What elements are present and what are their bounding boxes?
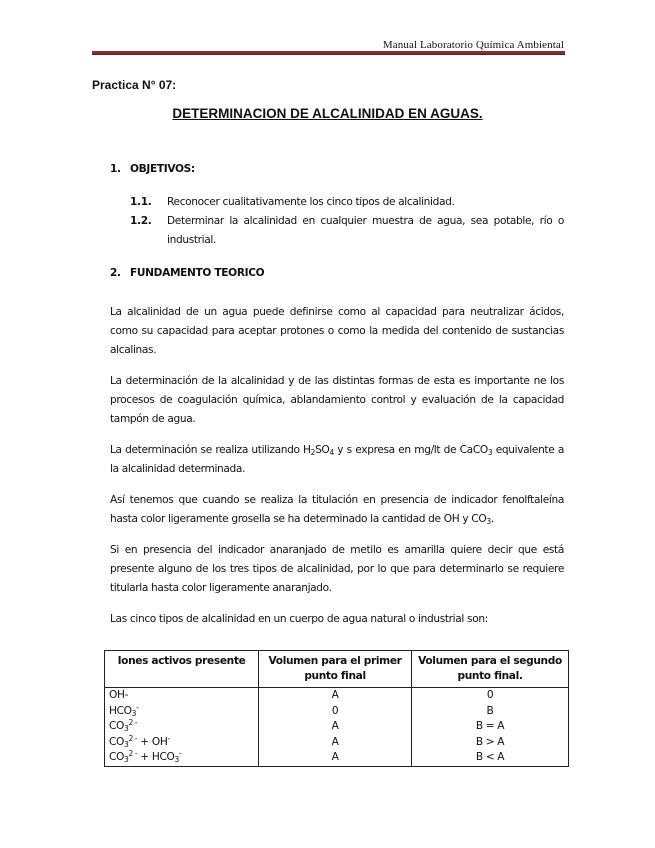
second-volume-cell: B — [412, 704, 569, 720]
objective-item — [130, 193, 564, 212]
text-run: Así tenemos que cuando se realiza la titulación en presencia de indicador fenolftaleína hasta color ligeramente grosella se ha determinado la cantidad de OH y CO — [110, 494, 564, 525]
ion-cell — [105, 750, 259, 766]
page-title: DETERMINACION DE ALCALINIDAD EN AGUAS. — [172, 106, 483, 121]
alkalinity-table — [104, 650, 569, 767]
theory-paragraph-6: Las cinco tipos de alcalinidad en un cuerpo de agua natural o industrial son: — [110, 613, 488, 625]
objective-text: Reconocer cualitativamente los cinco tipos de alcalinidad. — [167, 196, 455, 208]
subscript: 3 — [174, 755, 179, 764]
theory-paragraph-3 — [110, 441, 564, 479]
superscript: - — [136, 702, 139, 712]
theory-paragraph-4 — [110, 491, 564, 529]
practice-number: Practica N° 07: — [92, 78, 177, 92]
text-run: equivalente a la alcalinidad determinada. — [110, 444, 564, 475]
subscript: 3 — [486, 517, 491, 526]
table-row — [105, 704, 569, 720]
ion-cell — [105, 704, 259, 720]
column-header: Volumen para el primer punto final — [259, 651, 412, 688]
subscript: 3 — [124, 724, 129, 733]
superscript: - — [178, 749, 182, 758]
ion-text: + OH — [137, 735, 168, 748]
text-run: y s expresa en mg/lt de CaCO — [333, 444, 488, 456]
objectives-heading — [110, 160, 564, 179]
first-volume-cell: A — [259, 750, 412, 766]
ion-text: + HCO — [137, 751, 175, 763]
ion-text: HCO — [109, 704, 132, 717]
objective-item — [130, 212, 564, 250]
superscript: - — [167, 733, 170, 743]
text-run: La determinación se realiza utilizando H — [110, 444, 311, 456]
column-header: Volumen para el segundo punto final. — [412, 651, 569, 688]
first-volume-cell: A — [259, 735, 412, 751]
section-number: 1. — [110, 163, 121, 175]
objectives-list — [130, 193, 564, 250]
table-row — [105, 688, 569, 704]
theory-heading — [110, 264, 564, 283]
first-volume-cell: A — [259, 688, 412, 704]
objective-number: 1.2. — [130, 215, 152, 227]
ion-text: CO — [109, 720, 125, 732]
table-row — [105, 719, 569, 735]
section-number: 2. — [110, 267, 121, 279]
ion-cell — [105, 735, 259, 751]
superscript: 2 - — [128, 749, 138, 758]
table-row — [105, 735, 569, 751]
ion-text: OH- — [109, 689, 129, 701]
ion-cell — [105, 719, 259, 735]
text-run: SO — [315, 444, 330, 456]
theory-paragraph-5: Si en presencia del indicador anaranjado de metilo es amarilla quiere decir que está presente alguno de los tres tipos de alcalinidad, por lo que para determinarlo se requiere titularla hasta color ligeramente anaranjado. — [110, 544, 564, 594]
second-volume-cell: B < A — [412, 750, 569, 766]
table-row — [105, 750, 569, 766]
running-header: Manual Laboratorio Química Ambiental — [382, 39, 564, 51]
document-body — [110, 160, 564, 641]
second-volume-cell: B = A — [412, 719, 569, 735]
header-rule — [92, 51, 565, 55]
first-volume-cell: A — [259, 719, 412, 735]
objective-number: 1.1. — [130, 196, 152, 208]
subscript: 3 — [131, 708, 137, 718]
table-header-row — [105, 651, 569, 688]
ion-cell — [105, 688, 259, 704]
second-volume-cell: 0 — [412, 688, 569, 704]
column-header: Iones activos presente — [105, 651, 259, 688]
theory-paragraph-2: La determinación de la alcalinidad y de las distintas formas de esta es importante ne los procesos de coagulación química, ablandamiento control y evaluación de la capacidad tampón de agua. — [110, 375, 564, 425]
superscript: 2 - — [128, 718, 138, 727]
first-volume-cell: 0 — [259, 704, 412, 720]
text-run: . — [490, 513, 494, 525]
section-heading-text: OBJETIVOS: — [130, 163, 195, 175]
subscript: 3 — [124, 755, 129, 764]
ion-text: CO — [109, 751, 125, 763]
section-heading-text: FUNDAMENTO TEORICO — [130, 267, 265, 279]
subscript: 3 — [124, 739, 129, 749]
subscript: 2 — [310, 448, 316, 457]
second-volume-cell: B > A — [412, 735, 569, 751]
subscript: 4 — [329, 448, 334, 457]
subscript: 3 — [487, 448, 493, 457]
superscript: 2 - — [128, 733, 138, 743]
objective-text: Determinar la alcalinidad en cualquier muestra de agua, sea potable, río o industrial. — [167, 215, 564, 246]
theory-paragraph-1: La alcalinidad de un agua puede definirse como al capacidad para neutralizar ácidos, como su capacidad para aceptar protones o como la medida del contenido de sustancias alcalinas. — [110, 306, 564, 356]
ion-text: CO — [109, 735, 125, 748]
